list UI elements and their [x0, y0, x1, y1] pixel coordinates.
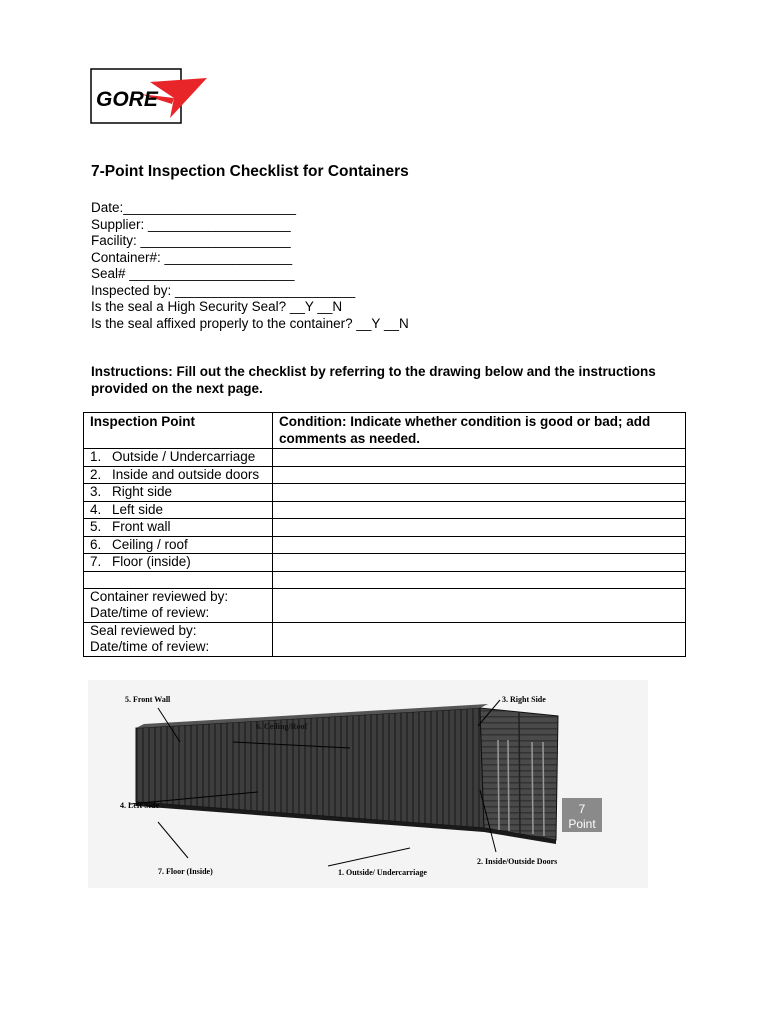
seal-affixed-question[interactable]: Is the seal affixed properly to the container? __Y __N — [91, 315, 409, 331]
condition-cell[interactable] — [273, 519, 686, 537]
container-number-field[interactable]: Container#: _________________ — [91, 249, 293, 265]
table-row — [84, 501, 686, 519]
supplier-field[interactable]: Supplier: ___________________ — [91, 216, 291, 232]
label-ceiling-roof: 6. Ceiling/Roof — [256, 722, 308, 731]
badge-word: Point — [568, 817, 596, 831]
table-row-empty — [84, 571, 686, 588]
label-floor: 7. Floor (Inside) — [158, 867, 213, 876]
form-fields — [91, 200, 409, 332]
seal-review-cell[interactable] — [273, 622, 686, 656]
condition-cell[interactable] — [273, 449, 686, 467]
point-label: Left side — [112, 501, 164, 517]
empty-cell[interactable] — [84, 571, 273, 588]
header-condition: Condition: Indicate whether condition is good or bad; add comments as needed. — [273, 413, 686, 449]
point-number: 5. — [90, 519, 102, 534]
table-row-review — [84, 588, 686, 622]
instructions-text: Instructions: Fill out the checklist by referring to the drawing below and the instructions provided on the next page. — [91, 364, 656, 396]
point-number: 1. — [90, 449, 102, 464]
point-number: 4. — [90, 501, 102, 517]
label-undercarriage: 1. Outside/ Undercarriage — [338, 868, 427, 877]
point-number: 2. — [90, 466, 102, 482]
point-label: Inside and outside doors — [112, 466, 260, 482]
point-label: Floor (inside) — [112, 554, 191, 569]
container-drawing — [88, 680, 648, 888]
seal-number-field[interactable]: Seal# ______________________ — [91, 266, 295, 281]
inspected-by-field[interactable]: Inspected by: ________________________ — [91, 282, 356, 298]
container-reviewed-label: Container reviewed by: — [90, 588, 229, 604]
table-row — [84, 554, 686, 572]
container-review-cell[interactable] — [273, 588, 686, 622]
condition-cell[interactable] — [273, 554, 686, 572]
label-right-side: 3. Right Side — [502, 695, 546, 704]
badge-number: 7 — [578, 802, 586, 816]
point-label: Ceiling / roof — [112, 536, 188, 552]
table-row — [84, 466, 686, 484]
table-row-review — [84, 622, 686, 656]
header-inspection-point: Inspection Point — [84, 413, 273, 449]
review-datetime-label: Date/time of review: — [90, 639, 210, 654]
condition-cell[interactable] — [273, 484, 686, 502]
point-label: Outside / Undercarriage — [112, 449, 256, 464]
empty-cell[interactable] — [273, 571, 686, 588]
point-number: 7. — [90, 554, 102, 569]
seal-reviewed-label: Seal reviewed by: — [90, 622, 197, 638]
table-row — [84, 536, 686, 554]
label-front-wall: 5. Front Wall — [125, 695, 171, 704]
gore-logo — [90, 68, 208, 124]
inspection-table — [83, 412, 686, 657]
condition-cell[interactable] — [273, 466, 686, 484]
table-row — [84, 484, 686, 502]
table-row — [84, 519, 686, 537]
point-label: Right side — [112, 484, 173, 499]
label-doors: 2. Inside/Outside Doors — [477, 857, 558, 866]
condition-cell[interactable] — [273, 501, 686, 519]
high-security-seal-question[interactable]: Is the seal a High Security Seal? __Y __N — [91, 299, 343, 314]
table-row — [84, 449, 686, 467]
condition-cell[interactable] — [273, 536, 686, 554]
point-number: 3. — [90, 484, 102, 499]
point-label: Front wall — [112, 519, 171, 534]
label-left-side: 4. Left Side — [120, 801, 159, 810]
page-title: 7-Point Inspection Checklist for Containers — [91, 163, 409, 180]
facility-field[interactable]: Facility: ____________________ — [91, 233, 291, 248]
point-number: 6. — [90, 536, 102, 552]
logo-text: GORE — [96, 88, 158, 111]
table-header-row — [84, 413, 686, 449]
review-datetime-label: Date/time of review: — [90, 605, 210, 620]
date-field[interactable]: Date:_______________________ — [91, 200, 296, 215]
